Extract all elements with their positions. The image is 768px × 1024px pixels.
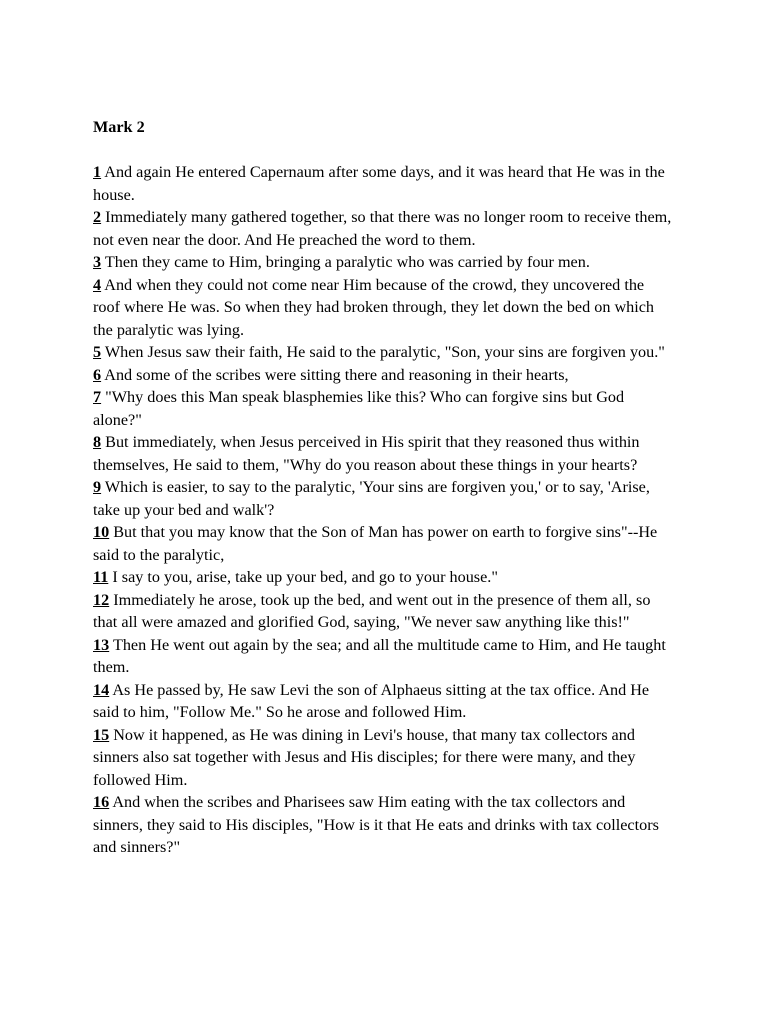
verse xyxy=(93,589,673,634)
verse xyxy=(93,476,673,521)
verse-text: And again He entered Capernaum after some days, and it was heard that He was in the house. xyxy=(93,163,665,204)
verse-number[interactable]: 11 xyxy=(93,568,109,586)
verse-text: Then they came to Him, bringing a paralytic who was carried by four men. xyxy=(104,253,590,271)
verse-text: And some of the scribes were sitting there and reasoning in their hearts, xyxy=(104,365,569,384)
verse-number[interactable]: 15 xyxy=(93,725,110,744)
verse-number[interactable]: 4 xyxy=(93,275,102,294)
verse-text: And when they could not come near Him because of the crowd, they uncovered the roof where He was. So when they had broken through, they let down the bed on which the paralytic was lying. xyxy=(93,275,655,339)
verse-number[interactable]: 12 xyxy=(93,590,110,609)
verse-number[interactable]: 16 xyxy=(93,793,110,811)
verse xyxy=(93,364,673,387)
verse-number[interactable]: 2 xyxy=(93,208,102,226)
verse-text: Which is easier, to say to the paralytic, 'Your sins are forgiven you,' or to say, 'Arise, take up your bed and walk'? xyxy=(93,478,650,519)
verse-text: Then He went out again by the sea; and all the multitude came to Him, and He taught them. xyxy=(93,635,666,676)
verse xyxy=(93,724,673,792)
verse-text: But that you may know that the Son of Man has power on earth to forgive sins"--He said to the paralytic, xyxy=(93,523,658,564)
verse xyxy=(93,431,673,476)
chapter-title: Mark 2 xyxy=(93,118,145,136)
verse xyxy=(93,251,673,274)
verse-text: Immediately many gathered together, so that there was no longer room to receive them, not even near the door. And He preached the word to them. xyxy=(93,208,672,249)
verse-number[interactable]: 3 xyxy=(93,253,102,271)
verse xyxy=(93,274,673,342)
verse-text: And when the scribes and Pharisees saw Him eating with the tax collectors and sinners, they said to His disciples, "How is it that He eats and drinks with tax collectors and sinners?" xyxy=(93,793,659,856)
verse-number[interactable]: 1 xyxy=(93,163,102,181)
verse-text: Now it happened, as He was dining in Levi's house, that many tax collectors and sinners also sat together with Jesus and His disciples; for there were many, and they followed Him. xyxy=(93,725,636,789)
verse-text: When Jesus saw their faith, He said to the paralytic, "Son, your sins are forgiven you." xyxy=(104,343,665,361)
verse xyxy=(93,206,673,251)
verse-text: "Why does this Man speak blasphemies like this? Who can forgive sins but God alone?" xyxy=(93,388,625,429)
verse xyxy=(93,791,673,859)
verse xyxy=(93,634,673,679)
verse-text: I say to you, arise, take up your bed, and go to your house." xyxy=(112,568,498,586)
verse xyxy=(93,161,673,206)
verse-text: Immediately he arose, took up the bed, and went out in the presence of them all, so that all were amazed and glorified God, saying, "We never saw anything like this!" xyxy=(93,590,651,631)
verse-number[interactable]: 14 xyxy=(93,680,110,699)
verse-number[interactable]: 6 xyxy=(93,365,102,384)
verse-number[interactable]: 10 xyxy=(93,523,110,541)
verse xyxy=(93,341,673,364)
verse xyxy=(93,679,673,724)
verse xyxy=(93,521,673,566)
verse-text: As He passed by, He saw Levi the son of Alphaeus sitting at the tax office. And He said to him, "Follow Me." So he arose and followed Him. xyxy=(93,680,650,721)
verse-number[interactable]: 9 xyxy=(93,478,102,496)
verse xyxy=(93,566,673,589)
verse-number[interactable]: 5 xyxy=(93,343,102,361)
document-page xyxy=(93,116,673,859)
verse-number[interactable]: 13 xyxy=(93,635,110,654)
verse-number[interactable]: 8 xyxy=(93,433,102,451)
verse-number[interactable]: 7 xyxy=(93,388,102,406)
verse-text: But immediately, when Jesus perceived in His spirit that they reasoned thus within themselves, He said to them, "Why do you reason about these things in your hearts? xyxy=(93,433,640,474)
verse xyxy=(93,386,673,431)
